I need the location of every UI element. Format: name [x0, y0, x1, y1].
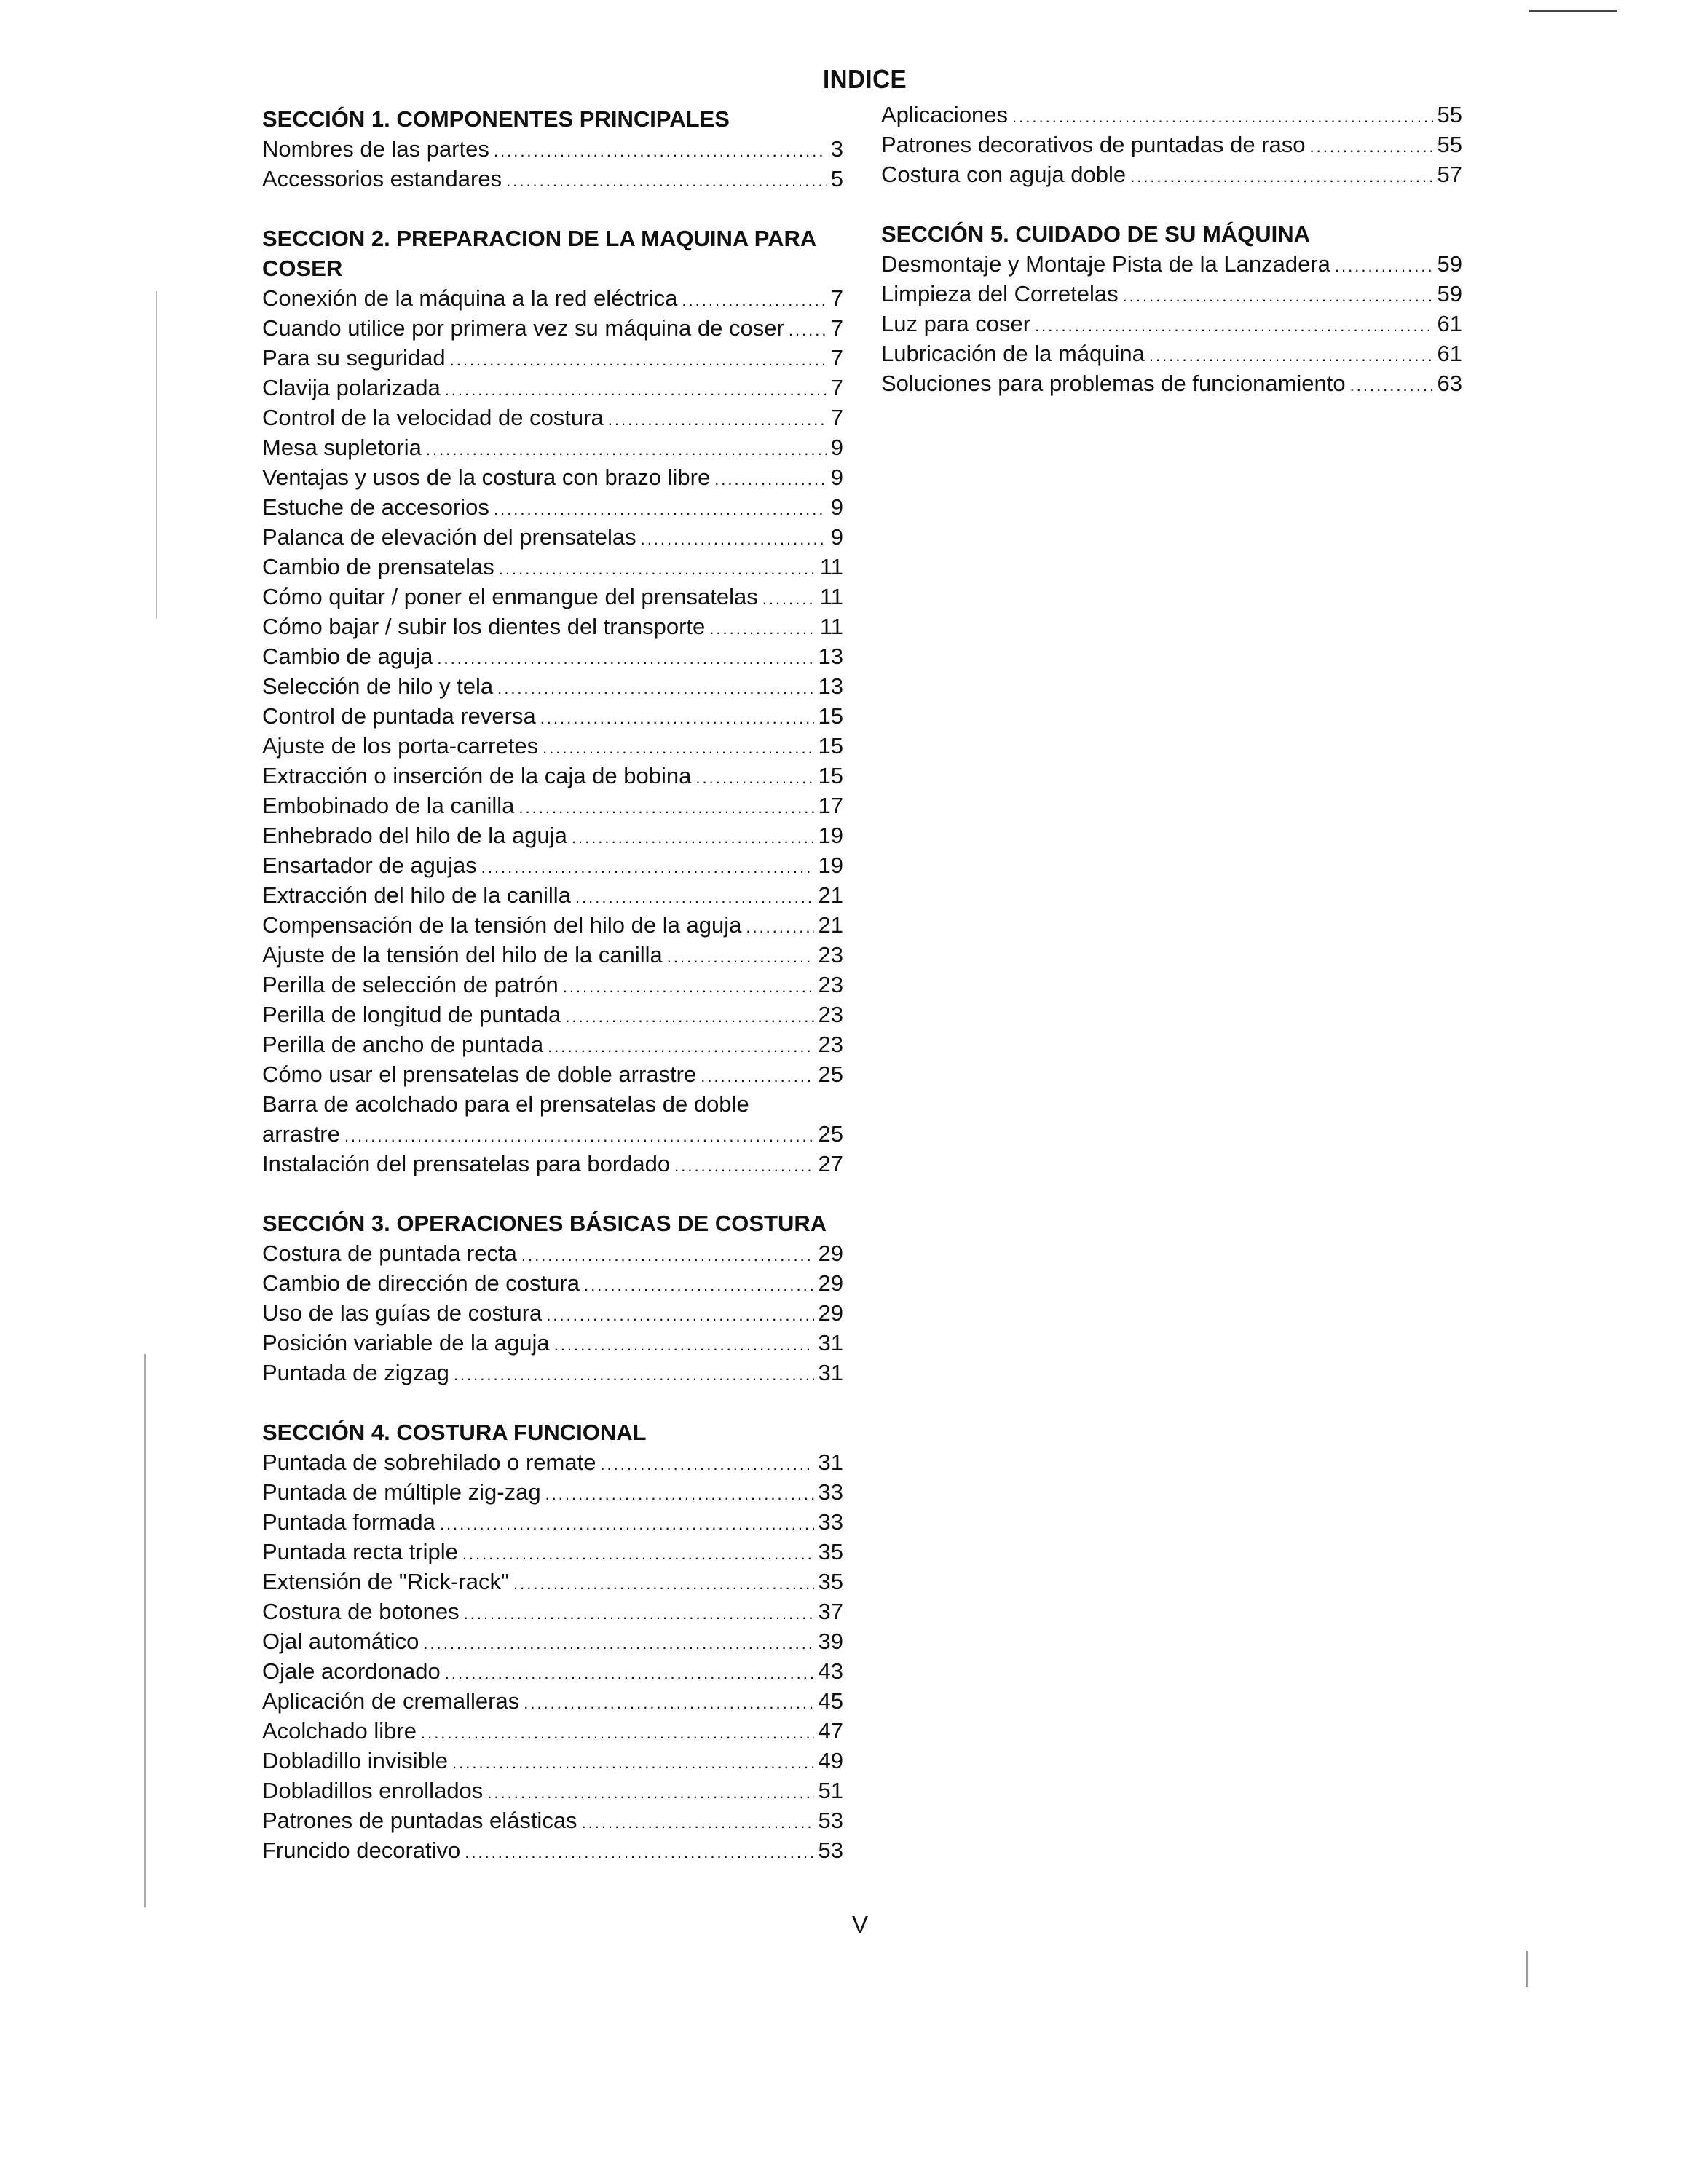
entry-label: Puntada de zigzag [262, 1360, 449, 1385]
entry-label: Luz para coser [881, 311, 1031, 336]
page-title: INDICE [823, 64, 907, 94]
entry-page: 45 [818, 1688, 843, 1714]
entry-label: Cambio de aguja [262, 644, 433, 669]
entry-page: 43 [818, 1658, 843, 1684]
entry-page: 33 [818, 1509, 843, 1535]
toc-entry [262, 1835, 843, 1865]
toc-entry [262, 1686, 843, 1716]
dot-leader [674, 1151, 813, 1179]
entry-label: Patrones decorativos de puntadas de raso [881, 132, 1306, 157]
dot-leader [513, 1569, 813, 1597]
toc-entry [262, 1029, 843, 1059]
dot-leader [454, 1360, 814, 1388]
dot-leader [1035, 311, 1432, 339]
entry-label: Nombres de las partes [262, 136, 489, 162]
entry-continuation [262, 1119, 843, 1149]
entry-page: 7 [830, 345, 843, 371]
entry-page: 23 [818, 942, 843, 968]
toc-entry [262, 671, 843, 701]
entry-page: 7 [830, 315, 843, 341]
entry-page: 61 [1437, 341, 1462, 366]
entry-page: 15 [818, 733, 843, 759]
entry-label: Ojale acordonado [262, 1658, 441, 1684]
entry-page: 27 [818, 1151, 843, 1176]
entry-label: Aplicación de cremalleras [262, 1688, 520, 1714]
entry-label: Barra de acolchado para el prensatelas de doble [262, 1091, 749, 1117]
toc-entry [881, 130, 1462, 159]
dot-leader [521, 1241, 814, 1268]
toc-entry [262, 940, 843, 970]
toc-section [262, 104, 843, 194]
entry-page: 9 [830, 435, 843, 460]
dot-leader [499, 554, 816, 582]
dot-leader [1123, 281, 1433, 309]
entry-page: 9 [830, 464, 843, 490]
toc-entry [262, 1238, 843, 1268]
entry-label: Dobladillo invisible [262, 1748, 449, 1773]
entry-page: 33 [818, 1479, 843, 1505]
entry-page: 15 [818, 703, 843, 729]
entry-label: Ajuste de los porta-carretes [262, 733, 539, 759]
entry-label: Estuche de accesorios [262, 494, 489, 520]
dot-leader [1149, 341, 1433, 368]
dot-leader [572, 823, 814, 850]
entry-page: 17 [818, 793, 843, 818]
entry-label: Posición variable de la aguja [262, 1330, 550, 1356]
toc-section [262, 1208, 843, 1388]
entry-label: Costura de botones [262, 1599, 460, 1624]
left-column [262, 104, 843, 1865]
toc-entry [262, 313, 843, 343]
toc-entry [262, 432, 843, 462]
entry-page: 3 [830, 136, 843, 162]
entry-page: 19 [818, 852, 843, 878]
entry-label: Puntada recta triple [262, 1539, 458, 1564]
dot-leader [1350, 371, 1433, 398]
entry-label: Patrones de puntadas elásticas [262, 1808, 577, 1833]
toc-section [262, 223, 843, 1179]
entry-label: Puntada formada [262, 1509, 435, 1535]
toc-entry [262, 1059, 843, 1089]
entry-page: 51 [818, 1778, 843, 1803]
toc-section [881, 219, 1462, 398]
toc-entry [881, 159, 1462, 189]
toc-entry [262, 1477, 843, 1507]
toc-entry [262, 1298, 843, 1328]
dot-leader [709, 614, 816, 641]
toc-entry [262, 1776, 843, 1805]
entry-label: Mesa supletoria [262, 435, 422, 460]
dot-leader [548, 1032, 813, 1059]
entry-label-cont: arrastre [262, 1121, 340, 1147]
entry-page: 7 [830, 375, 843, 400]
entry-label: Limpieza del Corretelas [881, 281, 1119, 306]
section-title: SECCION 2. PREPARACION DE LA MAQUINA PARA COSER [262, 226, 816, 281]
toc-entry [262, 283, 843, 313]
toc-entries [262, 1238, 843, 1388]
scan-mark [1526, 1951, 1528, 1987]
dot-leader [762, 584, 816, 612]
entry-label: Ojal automático [262, 1629, 419, 1654]
dot-leader [545, 1479, 814, 1507]
entry-label: Desmontaje y Montaje Pista de la Lanzadera [881, 251, 1330, 277]
dot-leader [575, 882, 814, 910]
toc-entry [262, 492, 843, 522]
dot-leader [518, 793, 813, 820]
entry-page: 61 [1437, 311, 1462, 336]
dot-leader [464, 1599, 814, 1626]
entry-page: 53 [818, 1837, 843, 1863]
entry-label: Perilla de selección de patrón [262, 972, 559, 997]
entry-page: 13 [818, 673, 843, 699]
dot-leader [565, 1002, 813, 1029]
entry-label: Extracción o inserción de la caja de bobina [262, 763, 692, 788]
entry-page: 23 [818, 1002, 843, 1027]
entry-page: 13 [818, 644, 843, 669]
toc-entry [262, 880, 843, 910]
dot-leader [494, 136, 827, 164]
dot-leader [524, 1688, 813, 1716]
entry-label: Perilla de longitud de puntada [262, 1002, 561, 1027]
toc-entry [262, 641, 843, 671]
dot-leader [452, 1748, 813, 1776]
entry-label: Instalación del prensatelas para bordado [262, 1151, 671, 1176]
entry-page: 59 [1437, 281, 1462, 306]
entry-label: Acolchado libre [262, 1718, 417, 1744]
entry-page: 35 [818, 1569, 843, 1594]
right-column [881, 100, 1462, 398]
toc-entry [262, 1268, 843, 1298]
entry-page: 5 [830, 166, 843, 191]
entry-page: 29 [818, 1300, 843, 1326]
toc-entries [262, 1447, 843, 1865]
dot-leader [682, 285, 826, 313]
dot-leader [445, 375, 827, 403]
toc-entry [262, 522, 843, 552]
entry-page: 31 [818, 1330, 843, 1356]
dot-leader [1012, 102, 1432, 130]
section-title: SECCIÓN 1. COMPONENTES PRINCIPALES [262, 106, 730, 132]
toc-entry [262, 1358, 843, 1388]
entry-page: 11 [819, 614, 843, 639]
page-number: V [852, 1911, 869, 1938]
toc-entry [262, 1656, 843, 1686]
entry-page: 21 [818, 882, 843, 908]
dot-leader [494, 494, 827, 522]
dot-leader [450, 345, 827, 373]
entry-page: 25 [818, 1121, 843, 1147]
toc-entry [262, 970, 843, 1000]
scan-mark [1529, 10, 1617, 12]
toc-entry [262, 612, 843, 641]
dot-leader [789, 315, 827, 343]
dot-leader [437, 644, 813, 671]
dot-leader [641, 524, 827, 552]
entry-label: Enhebrado del hilo de la aguja [262, 823, 567, 848]
toc-entry [262, 761, 843, 791]
toc-entry [262, 731, 843, 761]
entry-label: Cuando utilice por primera vez su máquina de coser [262, 315, 784, 341]
dot-leader [584, 1270, 814, 1298]
dot-leader [487, 1778, 813, 1805]
dot-leader [540, 703, 814, 731]
entry-label: Ventajas y usos de la costura con brazo libre [262, 464, 711, 490]
toc-entry [262, 403, 843, 432]
entry-page: 9 [830, 524, 843, 550]
entry-label: Perilla de ancho de puntada [262, 1032, 544, 1057]
dot-leader [440, 1509, 814, 1537]
entry-label: Fruncido decorativo [262, 1837, 461, 1863]
toc-entry [881, 309, 1462, 339]
entry-page: 29 [818, 1270, 843, 1296]
entry-page: 55 [1437, 102, 1462, 127]
entry-label: Uso de las guías de costura [262, 1300, 543, 1326]
entry-label: Costura con aguja doble [881, 162, 1127, 187]
entry-page: 23 [818, 972, 843, 997]
toc-entry [262, 1805, 843, 1835]
toc-entry [262, 164, 843, 194]
entry-label: Aplicaciones [881, 102, 1009, 127]
section-title: SECCIÓN 5. CUIDADO DE SU MÁQUINA [881, 221, 1311, 247]
dot-leader [481, 852, 814, 880]
scan-mark [156, 291, 157, 619]
entry-page: 11 [819, 554, 843, 579]
dot-leader [506, 166, 827, 194]
toc-entry [262, 343, 843, 373]
entry-label: Dobladillos enrollados [262, 1778, 484, 1803]
toc-entries [881, 249, 1462, 398]
dot-leader [445, 1658, 814, 1686]
entry-page: 23 [818, 1032, 843, 1057]
entry-label: Cómo bajar / subir los dientes del transporte [262, 614, 706, 639]
toc-entry [262, 701, 843, 731]
entry-label: Extensión de "Rick-rack" [262, 1569, 510, 1594]
entry-label: Puntada de múltiple zig-zag [262, 1479, 541, 1505]
toc-entry [262, 1089, 843, 1149]
entry-label: Ensartador de agujas [262, 852, 477, 878]
entry-label: Lubricación de la máquina [881, 341, 1145, 366]
entry-page: 19 [818, 823, 843, 848]
toc-entry [262, 791, 843, 820]
entry-page: 49 [818, 1748, 843, 1773]
entry-page: 15 [818, 763, 843, 788]
entry-page: 59 [1437, 251, 1462, 277]
dot-leader [1130, 162, 1432, 189]
toc-entry [262, 582, 843, 612]
dot-leader [1335, 251, 1433, 279]
dot-leader [554, 1330, 814, 1358]
entry-page: 39 [818, 1629, 843, 1654]
entry-page: 47 [818, 1718, 843, 1744]
dot-leader [543, 733, 813, 761]
entry-label: Conexión de la máquina a la red eléctrica [262, 285, 678, 311]
section-title: SECCIÓN 4. COSTURA FUNCIONAL [262, 1420, 647, 1445]
entry-page: 7 [830, 405, 843, 430]
toc-entry [262, 1597, 843, 1626]
toc-section [262, 1417, 843, 1865]
entry-label: Compensación de la tensión del hilo de la aguja [262, 912, 742, 938]
toc-entry [262, 462, 843, 492]
entry-label: Cambio de prensatelas [262, 554, 494, 579]
toc-entry [262, 552, 843, 582]
entry-label: Soluciones para problemas de funcionamiento [881, 371, 1346, 396]
entry-label: Control de puntada reversa [262, 703, 536, 729]
toc-entry [262, 1746, 843, 1776]
entry-page: 9 [830, 494, 843, 520]
entry-page: 25 [818, 1061, 843, 1087]
entry-page: 31 [818, 1360, 843, 1385]
dot-leader [608, 405, 827, 432]
entry-label: Cambio de dirección de costura [262, 1270, 580, 1296]
toc-entry [881, 368, 1462, 398]
section-title: SECCIÓN 3. OPERACIONES BÁSICAS DE COSTURA [262, 1211, 827, 1236]
entry-page: 53 [818, 1808, 843, 1833]
dot-leader [465, 1837, 813, 1865]
toc-entry [262, 1716, 843, 1746]
dot-leader [423, 1629, 813, 1656]
entry-label: Para su seguridad [262, 345, 446, 371]
entry-page: 21 [818, 912, 843, 938]
toc-entries [262, 134, 843, 194]
toc-entry [262, 1567, 843, 1597]
toc-entry [881, 100, 1462, 130]
entry-page: 35 [818, 1539, 843, 1564]
dot-leader [695, 763, 813, 791]
dot-leader [344, 1121, 814, 1149]
dot-leader [701, 1061, 813, 1089]
entry-page: 57 [1437, 162, 1462, 187]
toc-entry [262, 1626, 843, 1656]
dot-leader [563, 972, 814, 1000]
toc-entry [881, 339, 1462, 368]
scan-mark [144, 1354, 146, 1907]
dot-leader [746, 912, 813, 940]
entry-page: 7 [830, 285, 843, 311]
toc-entry [262, 1000, 843, 1029]
entry-label: Embobinado de la canilla [262, 793, 515, 818]
entry-label: Extracción del hilo de la canilla [262, 882, 571, 908]
entry-label: Ajuste de la tensión del hilo de la canilla [262, 942, 663, 968]
entry-page: 63 [1437, 371, 1462, 396]
toc-entry [262, 1537, 843, 1567]
entry-label: Palanca de elevación del prensatelas [262, 524, 636, 550]
toc-entry [262, 1149, 843, 1179]
entry-label: Clavija polarizada [262, 375, 441, 400]
toc-entry [262, 850, 843, 880]
dot-leader [421, 1718, 814, 1746]
entry-label: Selección de hilo y tela [262, 673, 494, 699]
dot-leader [714, 464, 827, 492]
dot-leader [582, 1808, 814, 1835]
toc-entry [262, 910, 843, 940]
toc-entry [262, 1447, 843, 1477]
entry-label: Puntada de sobrehilado o remate [262, 1449, 596, 1475]
dot-leader [546, 1300, 813, 1328]
dot-leader [600, 1449, 813, 1477]
dot-leader [426, 435, 827, 462]
toc-entry [262, 1507, 843, 1537]
entry-page: 11 [819, 584, 843, 609]
entry-page: 31 [818, 1449, 843, 1475]
dot-leader [497, 673, 813, 701]
toc-entry [262, 373, 843, 403]
entry-label: Cómo usar el prensatelas de doble arrastre [262, 1061, 697, 1087]
toc-entry [262, 820, 843, 850]
toc-entry [262, 1328, 843, 1358]
entry-page: 55 [1437, 132, 1462, 157]
toc-section [881, 100, 1462, 189]
entry-page: 29 [818, 1241, 843, 1266]
dot-leader [667, 942, 814, 970]
entry-label: Control de la velocidad de costura [262, 405, 604, 430]
toc-entry [881, 279, 1462, 309]
toc-entries [881, 100, 1462, 189]
entry-label: Accessorios estandares [262, 166, 502, 191]
toc-entry [262, 134, 843, 164]
dot-leader [462, 1539, 814, 1567]
entry-page: 37 [818, 1599, 843, 1624]
toc-entries [262, 283, 843, 1179]
toc-entry [881, 249, 1462, 279]
entry-label: Cómo quitar / poner el enmangue del prensatelas [262, 584, 758, 609]
entry-label: Costura de puntada recta [262, 1241, 517, 1266]
dot-leader [1310, 132, 1433, 159]
